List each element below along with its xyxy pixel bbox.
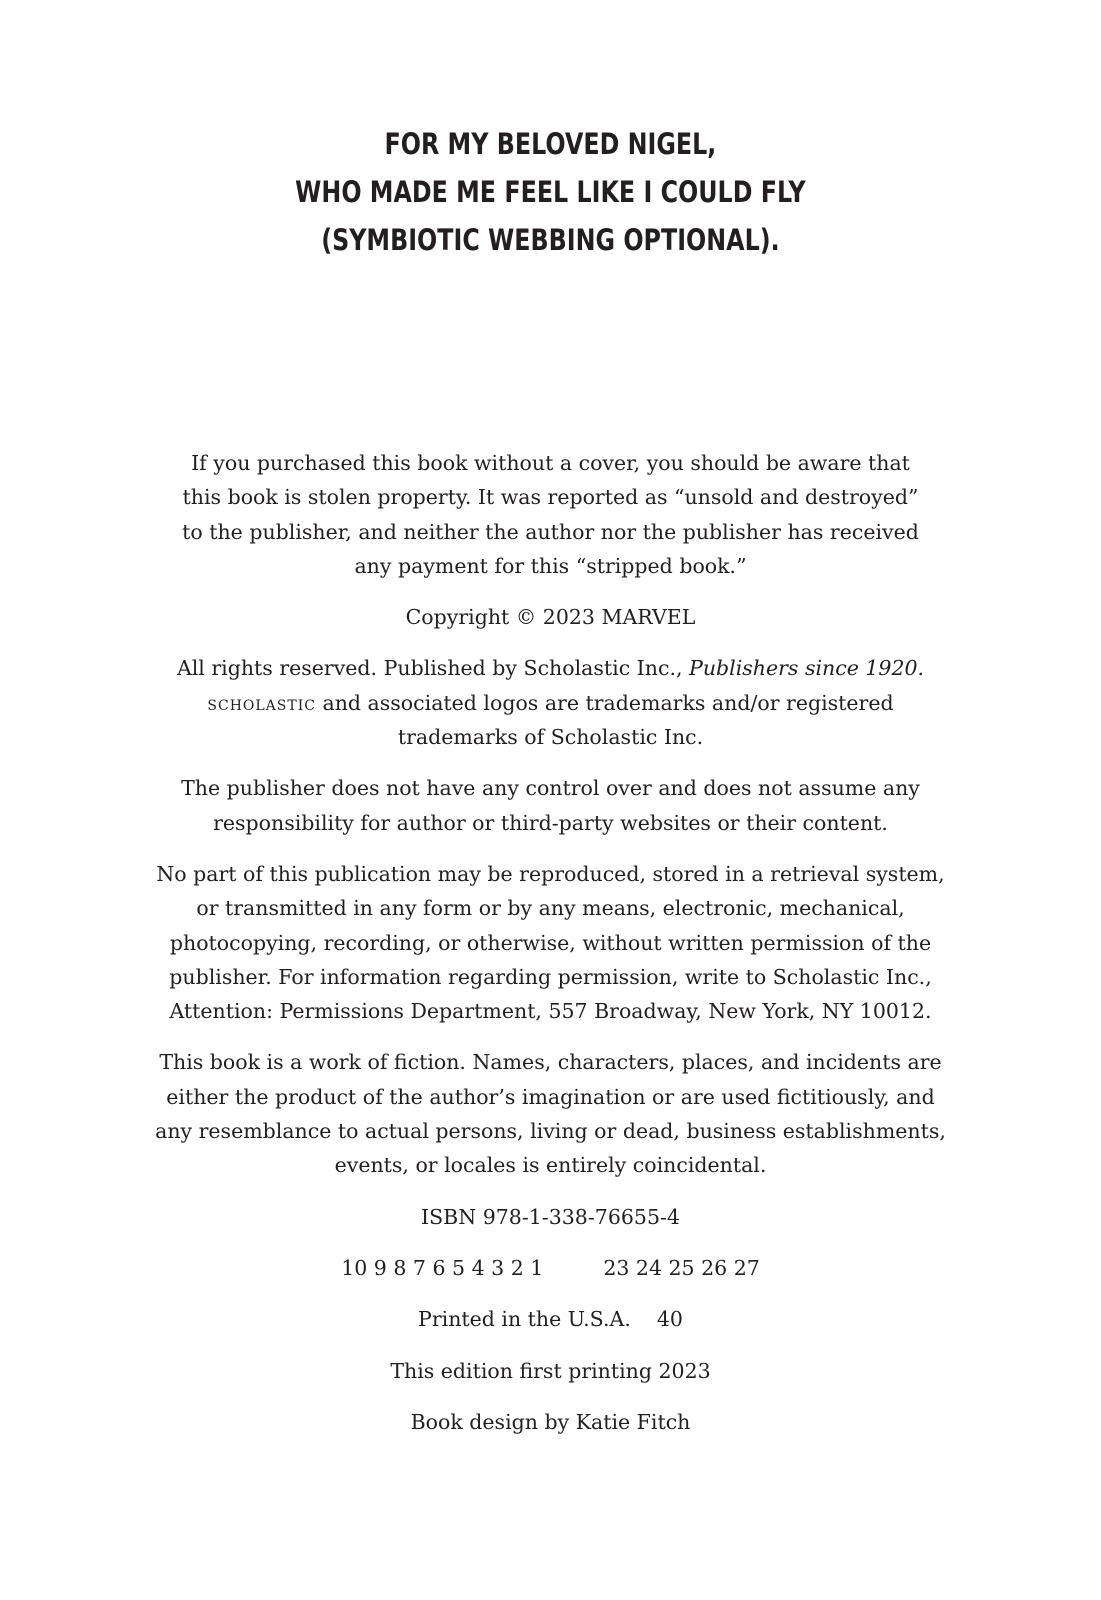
legal-notices xyxy=(150,446,951,1456)
websites-line-1: The publisher does not have any control over and does not assume any xyxy=(181,776,920,801)
reproduction-line-5: Attention: Permissions Department, 557 Broadway, New York, NY 10012. xyxy=(169,999,932,1024)
fiction-line-4: events, or locales is entirely coincidental. xyxy=(334,1153,767,1178)
design-credit: Book design by Katie Fitch xyxy=(410,1409,691,1434)
websites-disclaimer xyxy=(150,771,951,840)
scholastic-trademark-word: scholastic xyxy=(207,690,316,715)
dedication-line-1: FOR MY BELOVED NIGEL, xyxy=(384,127,717,161)
rights-notice xyxy=(150,651,951,754)
fiction-line-1: This book is a work of fiction. Names, characters, places, and incidents are xyxy=(159,1050,942,1075)
stripped-book-notice xyxy=(150,446,951,583)
printed-in: Printed in the U.S.A. xyxy=(418,1307,631,1332)
publishers-since: Publishers since 1920. xyxy=(689,656,925,681)
isbn: ISBN 978-1-338-76655-4 xyxy=(421,1204,680,1229)
reproduction-line-3: photocopying, recording, or otherwise, without written permission of the xyxy=(169,930,932,955)
printing-line xyxy=(150,1251,951,1285)
websites-line-2: responsibility for author or third-party websites or their content. xyxy=(213,810,888,835)
copyright-line: Copyright © 2023 MARVEL xyxy=(405,605,696,630)
fiction-line-2: either the product of the author’s imagination or are used fictitiously, and xyxy=(166,1084,935,1109)
rights-text-2: and associated logos are trademarks and/or registered xyxy=(315,690,894,715)
dedication-line-3: (SYMBIOTIC WEBBING OPTIONAL). xyxy=(321,223,780,257)
dedication xyxy=(99,120,1002,264)
printing-years: 23 24 25 26 27 xyxy=(603,1255,760,1280)
printing-numbers: 10 9 8 7 6 5 4 3 2 1 xyxy=(341,1255,544,1280)
reproduction-notice xyxy=(150,857,951,1028)
stripped-notice-line-4: any payment for this “stripped book.” xyxy=(354,553,747,578)
printer-code: 40 xyxy=(656,1307,683,1332)
dedication-line-2: WHO MADE ME FEEL LIKE I COULD FLY xyxy=(295,175,806,209)
fiction-disclaimer xyxy=(150,1045,951,1182)
stripped-notice-line-3: to the publisher, and neither the author nor the publisher has received xyxy=(182,519,919,544)
stripped-notice-line-2: this book is stolen property. It was reported as “unsold and destroyed” xyxy=(182,485,919,510)
edition-line: This edition first printing 2023 xyxy=(390,1358,711,1383)
reproduction-line-4: publisher. For information regarding permission, write to Scholastic Inc., xyxy=(169,964,932,989)
printed-in-line xyxy=(150,1302,951,1336)
stripped-notice-line-1: If you purchased this book without a cover, you should be aware that xyxy=(191,451,910,475)
fiction-line-3: any resemblance to actual persons, living or dead, business establishments, xyxy=(155,1119,946,1144)
rights-text-3: trademarks of Scholastic Inc. xyxy=(397,725,704,750)
rights-text-1: All rights reserved. Published by Scholastic Inc., xyxy=(176,656,690,681)
reproduction-line-2: or transmitted in any form or by any means, electronic, mechanical, xyxy=(196,896,905,921)
reproduction-line-1: No part of this publication may be reproduced, stored in a retrieval system, xyxy=(156,861,945,886)
